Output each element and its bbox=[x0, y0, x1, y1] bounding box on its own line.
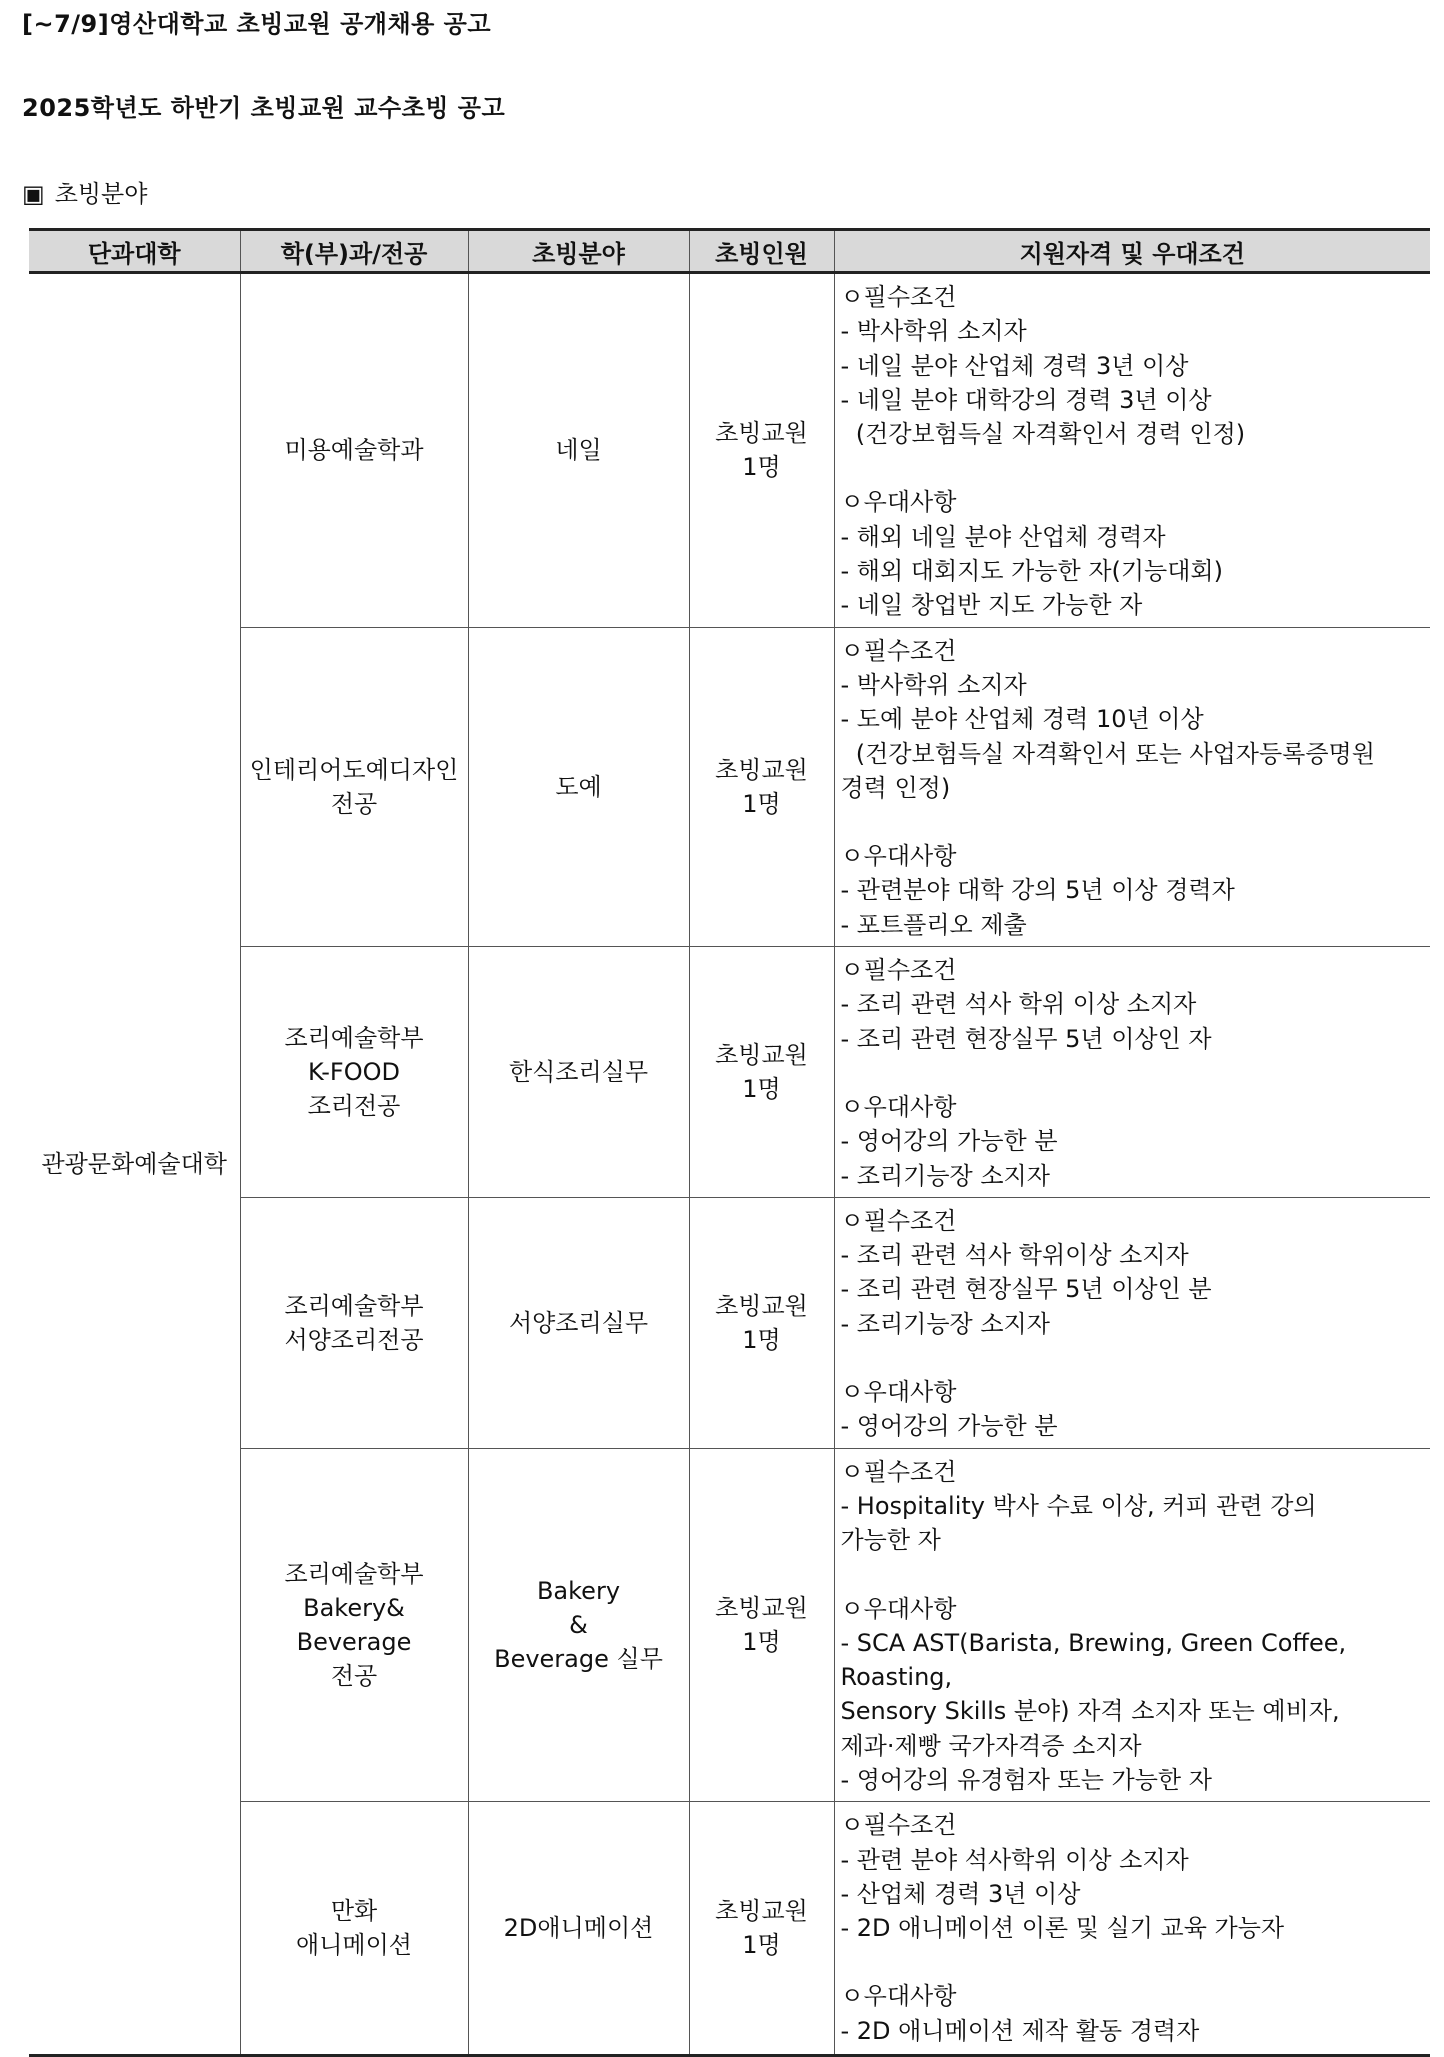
requirements-cell-line: (건강보험득실 자격확인서 또는 사업자등록증명원 bbox=[840, 739, 1375, 768]
requirements-cell-line: - 해외 대회지도 가능한 자(기능대회) bbox=[840, 557, 1223, 586]
requirements-cell-line bbox=[841, 1341, 1427, 1375]
field-cell-line: 2D애니메이션 bbox=[503, 1914, 654, 1943]
requirements-cell-line: - 조리 관련 현장실무 5년 이상인 분 bbox=[840, 1275, 1212, 1304]
requirements-cell-line: ㅇ우대사항 bbox=[840, 488, 957, 517]
field-cell bbox=[468, 273, 689, 628]
requirements-cell bbox=[834, 627, 1430, 946]
department-cell-line: 조리예술학부 bbox=[284, 1023, 424, 1052]
field-cell bbox=[468, 1448, 689, 1802]
requirements-cell-line: - 영어강의 가능한 분 bbox=[840, 1127, 1058, 1156]
requirements-cell-line bbox=[841, 1056, 1427, 1090]
requirements-cell-line: - 조리 관련 석사 학위 이상 소지자 bbox=[840, 990, 1197, 1019]
field-cell-line: 네일 bbox=[555, 436, 602, 465]
requirements-cell-line bbox=[841, 1558, 1427, 1592]
count-cell-line: 1명 bbox=[742, 1325, 781, 1354]
requirements-cell-line: ㅇ우대사항 bbox=[840, 1378, 957, 1407]
count-cell bbox=[689, 273, 834, 628]
requirements-cell bbox=[834, 1197, 1430, 1448]
requirements-cell-line: - 조리 관련 현장실무 5년 이상인 자 bbox=[840, 1024, 1212, 1053]
requirements-cell-line: - 네일 창업반 지도 가능한 자 bbox=[840, 591, 1143, 620]
field-cell-line: & bbox=[569, 1610, 588, 1639]
department-cell bbox=[240, 1802, 468, 2056]
field-cell-line: 서양조리실무 bbox=[508, 1308, 649, 1337]
department-cell-line: 조리예술학부 bbox=[284, 1291, 424, 1320]
count-cell-line: 1명 bbox=[742, 1074, 781, 1103]
count-cell-line: 초빙교원 bbox=[715, 1291, 808, 1320]
department-cell-line: 조리예술학부 bbox=[284, 1559, 424, 1588]
notice-title: [~7/9]영산대학교 초빙교원 공개채용 공고 bbox=[22, 10, 492, 38]
requirements-cell-line: ㅇ필수조건 bbox=[840, 956, 957, 985]
count-cell bbox=[689, 627, 834, 946]
requirements-cell-line: - 박사학위 소지자 bbox=[840, 670, 1027, 699]
requirements-cell-line: - 박사학위 소지자 bbox=[840, 317, 1027, 346]
requirements-cell-line: - 조리기능장 소지자 bbox=[840, 1161, 1050, 1190]
table-row bbox=[29, 947, 1430, 1198]
requirements-cell-line: - 영어강의 가능한 분 bbox=[840, 1412, 1058, 1441]
department-cell-line: 조리전공 bbox=[307, 1091, 401, 1120]
table-header-row bbox=[29, 230, 1430, 273]
department-cell bbox=[240, 947, 468, 1198]
requirements-cell bbox=[834, 1448, 1430, 1802]
requirements-cell-line: ㅇ우대사항 bbox=[840, 1982, 957, 2011]
requirements-cell bbox=[834, 1802, 1430, 2056]
header-college: 단과대학 bbox=[29, 230, 240, 273]
requirements-cell-line: ㅇ우대사항 bbox=[840, 1594, 957, 1623]
department-cell bbox=[240, 1197, 468, 1448]
square-bullet-icon: ▣ bbox=[22, 180, 45, 208]
requirements-cell-line: ㅇ필수조건 bbox=[840, 283, 957, 311]
department-cell-line: 만화 bbox=[330, 1897, 378, 1926]
field-cell-line: 한식조리실무 bbox=[508, 1057, 649, 1086]
requirements-cell-line: - 조리기능장 소지자 bbox=[840, 1309, 1050, 1338]
requirements-cell-line: ㅇ필수조건 bbox=[840, 636, 957, 665]
table-row bbox=[29, 1448, 1430, 1802]
header-requirements: 지원자격 및 우대조건 bbox=[834, 230, 1430, 273]
field-cell bbox=[468, 627, 689, 946]
count-cell-line: 1명 bbox=[742, 1627, 781, 1656]
field-cell-line: Bakery bbox=[536, 1576, 621, 1605]
table-row bbox=[29, 1802, 1430, 2056]
department-cell bbox=[240, 273, 468, 628]
recruitment-table bbox=[29, 228, 1430, 2057]
requirements-cell-line: (건강보험득실 자격확인서 경력 인정) bbox=[840, 420, 1246, 449]
count-cell-line: 1명 bbox=[742, 1931, 781, 1960]
table-row bbox=[29, 1197, 1430, 1448]
requirements-cell-line: 경력 인정) bbox=[840, 773, 951, 802]
department-cell-line: 인테리어도예디자인 bbox=[249, 755, 459, 784]
department-cell-line: 전공 bbox=[330, 1661, 378, 1690]
count-cell bbox=[689, 1448, 834, 1802]
department-cell-line: 전공 bbox=[330, 789, 378, 818]
department-cell-line: Beverage bbox=[296, 1627, 412, 1656]
count-cell-line: 1명 bbox=[742, 453, 781, 482]
field-cell-line: 도예 bbox=[555, 772, 602, 801]
requirements-cell-line: - 조리 관련 석사 학위이상 소지자 bbox=[840, 1241, 1189, 1270]
requirements-cell-line: - 포트플리오 제출 bbox=[840, 910, 1027, 939]
requirements-cell-line: 가능한 자 bbox=[840, 1526, 941, 1555]
requirements-cell bbox=[834, 273, 1430, 628]
count-cell bbox=[689, 947, 834, 1198]
count-cell-line: 초빙교원 bbox=[715, 1897, 808, 1926]
requirements-cell-line: - 네일 분야 대학강의 경력 3년 이상 bbox=[840, 385, 1212, 414]
requirements-cell-line: ㅇ우대사항 bbox=[840, 842, 957, 871]
count-cell bbox=[689, 1197, 834, 1448]
table-row bbox=[29, 273, 1430, 628]
section-heading bbox=[22, 174, 147, 209]
field-cell bbox=[468, 1197, 689, 1448]
requirements-cell-line: ㅇ우대사항 bbox=[840, 1092, 957, 1121]
field-cell-line: Beverage 실무 bbox=[494, 1644, 663, 1673]
requirements-cell-line: - SCA AST(Barista, Brewing, Green Coffee, Roasting, bbox=[840, 1628, 1354, 1692]
requirements-cell bbox=[834, 947, 1430, 1198]
requirements-cell-line: - 관련분야 대학 강의 5년 이상 경력자 bbox=[840, 876, 1235, 905]
requirements-cell-line: ㅇ필수조건 bbox=[840, 1811, 957, 1840]
requirements-cell-line: - 네일 분야 산업체 경력 3년 이상 bbox=[840, 351, 1189, 380]
count-cell-line: 초빙교원 bbox=[715, 1040, 808, 1069]
requirements-cell-line: ㅇ필수조건 bbox=[840, 1457, 957, 1486]
department-cell-line: 서양조리전공 bbox=[284, 1325, 424, 1354]
requirements-cell-line: - Hospitality 박사 수료 이상, 커피 관련 강의 bbox=[840, 1491, 1317, 1520]
requirements-cell-line bbox=[841, 1945, 1427, 1979]
college-cell: 관광문화예술대학 bbox=[29, 273, 240, 2056]
requirements-cell-line: ㅇ필수조건 bbox=[840, 1206, 957, 1235]
requirements-cell-line: - 2D 애니메이션 이론 및 실기 교육 가능자 bbox=[840, 1914, 1285, 1943]
requirements-cell-line bbox=[841, 451, 1427, 485]
header-department: 학(부)과/전공 bbox=[240, 230, 468, 273]
department-cell bbox=[240, 627, 468, 946]
header-count: 초빙인원 bbox=[689, 230, 834, 273]
field-cell bbox=[468, 1802, 689, 2056]
requirements-cell-line: - 관련 분야 석사학위 이상 소지자 bbox=[840, 1845, 1189, 1874]
table-row bbox=[29, 627, 1430, 946]
requirements-cell-line: - 영어강의 유경험자 또는 가능한 자 bbox=[840, 1765, 1212, 1794]
department-cell-line: Bakery& bbox=[303, 1593, 405, 1622]
department-cell-line: 애니메이션 bbox=[296, 1931, 412, 1960]
count-cell bbox=[689, 1802, 834, 2056]
count-cell-line: 초빙교원 bbox=[715, 1593, 808, 1622]
count-cell-line: 초빙교원 bbox=[715, 755, 808, 784]
requirements-cell-line: - 2D 애니메이션 제작 활동 경력자 bbox=[840, 2016, 1200, 2045]
field-cell bbox=[468, 947, 689, 1198]
department-cell bbox=[240, 1448, 468, 1802]
notice-subtitle: 2025학년도 하반기 초빙교원 교수초빙 공고 bbox=[22, 94, 506, 122]
requirements-cell-line bbox=[841, 805, 1427, 839]
requirements-cell-line: Sensory Skills 분야) 자격 소지자 또는 예비자, bbox=[840, 1697, 1340, 1726]
count-cell-line: 초빙교원 bbox=[715, 419, 808, 448]
department-cell-line: 미용예술학과 bbox=[284, 436, 424, 465]
requirements-cell-line: - 도예 분야 산업체 경력 10년 이상 bbox=[840, 705, 1204, 734]
department-cell-line: K-FOOD bbox=[308, 1057, 400, 1086]
section-label: 초빙분야 bbox=[54, 180, 148, 208]
header-field: 초빙분야 bbox=[468, 230, 689, 273]
count-cell-line: 1명 bbox=[742, 789, 781, 818]
requirements-cell-line: - 해외 네일 분야 산업체 경력자 bbox=[840, 522, 1166, 551]
requirements-cell-line: 제과·제빵 국가자격증 소지자 bbox=[840, 1731, 1142, 1760]
requirements-cell-line: - 산업체 경력 3년 이상 bbox=[840, 1879, 1081, 1908]
